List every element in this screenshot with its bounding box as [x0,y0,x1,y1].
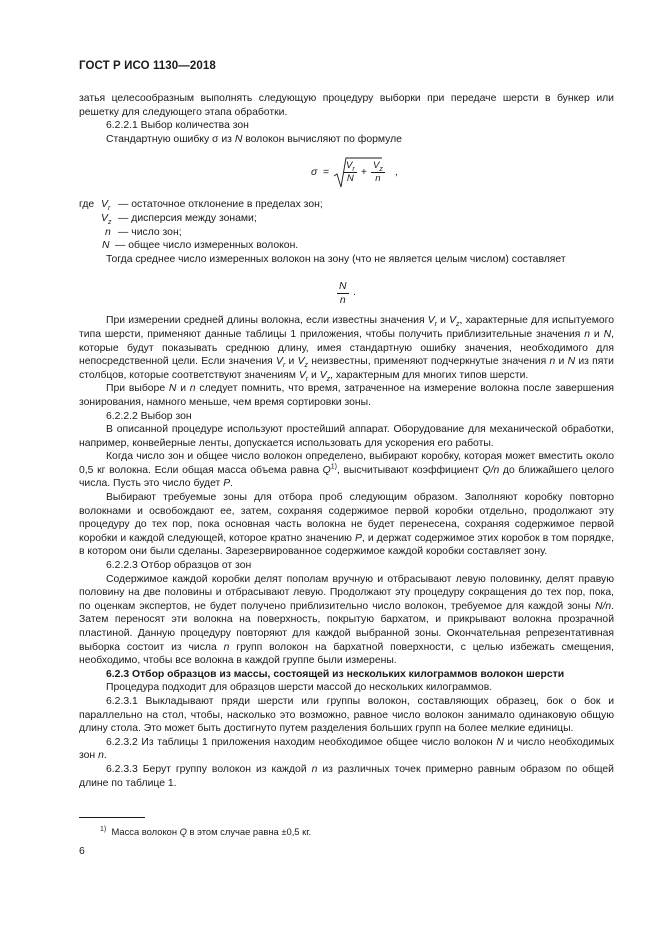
paragraph: Стандартную ошибку σ из N волокон вычисляют по формуле [106,133,402,145]
sigma-symbol: σ [311,167,318,179]
paragraph: 6.2.3.1 Выкладывают пряди шерсти или группы волокон, составляющих образец, бок о бок и параллельно на стол, чтобы, насколько это возможно, равное число волокон занимало одинаковую общую длину стола. Это может быть достигнуто путем разделения больших групп на более мелкие единицы. [79,695,614,735]
section-heading: 6.2.3 Отбор образцов из массы, состоящей из нескольких килограммов волокон шерсти [106,668,565,680]
plus-sign: + [361,167,367,179]
paragraph: 6.2.3.2 Из таблицы 1 приложения находим необходимое общее число волокон N и число необходимых зон n. [79,736,615,762]
paragraph: Выбирают требуемые зоны для отбора проб следующим образом. Заполняют коробку повторно волокнами и освобождают ее, затем, сохраняя содержимое первой коробки отдельно, продолжают эту процедуру до тех пор, пока основная часть волокна не будет перенесена, сохраняя содержимое первой коробки и каждой следующей, которое кратно значению P, и держат содержимое этих коробок в том порядке, в котором они были сделаны. Зарезервированное содержимое каждой коробки составляет зону. [79,492,614,558]
fraction-vz-over-n: $\frac{V_z}{n}$ [373,160,383,185]
paragraph: В описанной процедуре используют простейший аппарат. Оборудование для механической обработки, например, конвейерные ленты, допускается использовать для ускорения его работы. [79,424,614,449]
paragraph: 6.2.3.3 Берут группу волокон из каждой n из различных точек примерно равным образом по общей длине по таблице 1. [79,763,614,789]
sigma-formula [79,150,614,196]
paragraph: Содержимое каждой коробки делят пополам вручную и отбрасывают левую половинку, делят правую половину на две половины и отбрасывают левую. Продолжают эту процедуру сокращения до тех пор, пока, по оценкам экспертов, не будет получено приблизительно число волокон, требуемое для каждой зоны N/n. Затем переносят эти волокна на поверхность, покрытую бархатом, и прикрывают волокна прозрачной пластиной. Данную процедуру повторяют для каждой выбранной зоны. Окончательная репрезентативная выборка состоит из числа n групп волокон на бархатной поверхности, с целью избежать смещения, необходимо, чтобы все волокна в каждой группе были измерены. [79,573,614,667]
footnote: $^{1)}$ Масса волокон Q в этом случае равна ±0,5 кг. [100,825,312,837]
footnote-divider [79,817,145,818]
definition-n: n — число зон; [105,226,182,238]
subsection-heading: 6.2.2.1 Выбор количества зон [106,120,249,132]
definition-vz: $V_z$ — дисперсия между зонами; [101,212,257,227]
definition-N: N — общее число измеренных волокон. [102,240,299,252]
paragraph: Когда число зон и общее число волокон определено, выбирают коробку, которая может вместить около 0,5 кг волокна. Если общая масса объема равна $Q^{1)}$, высчитывают коэффициент Q/n до ближайшего целого числа. Пусть это число будет P. [79,451,614,490]
definition-vr: где $V_r$ — остаточное отклонение в пределах зон; [79,199,323,213]
formula-comma: , [395,167,398,179]
fraction-vr-over-N: $\frac{V_r}{N}$ [346,160,355,185]
subsection-heading: 6.2.2.2 Выбор зон [106,410,192,422]
paragraph: При измерении средней длины волокна, если известны значения $V_r$ и $V_z$, характерные для испытуемого типа шерсти, применяют данные таблицы 1 приложения, чтобы получить приблизительные значения n и N, которые будут показывать среднюю длину, имея стандартную ошибку значения, необходимого для непосредственной цели. Если значения $V_r$ и $V_z$ неизвестны, применяют подчеркнутые значения n и N из пяти столбцов, которые соответствуют значениям $V_r$ и $V_z$, характерным для многих типов шерсти. [79,315,615,383]
paragraph: Тогда среднее число измеренных волокон на зону (что не является целым числом) составляет [106,253,566,265]
document-body [79,92,614,790]
subsection-heading: 6.2.2.3 Отбор образцов от зон [106,560,252,572]
paragraph: затья целесообразным выполнять следующую процедуру выборки при передаче шерсти в бункер или решетку для следующего этапа обработки. [79,93,614,118]
fraction-N-over-n: $\frac{N}{n}$ [339,281,347,307]
document-header: ГОСТ Р ИСО 1130—2018 [79,60,216,72]
equals-sign: = [323,167,330,179]
paragraph: При выборе N и n следует помнить, что время, затраченное на измерение волокна после завершения зонирования, намного меньше, чем время сортировки зоны. [79,383,615,408]
page-number: 6 [79,846,85,857]
footnote-reference[interactable]: 1) [330,463,337,471]
paragraph: Процедура подходит для образцов шерсти массой до нескольких килограммов. [106,682,493,694]
n-over-n-formula: $\frac{N}{n}$ . [339,281,356,307]
